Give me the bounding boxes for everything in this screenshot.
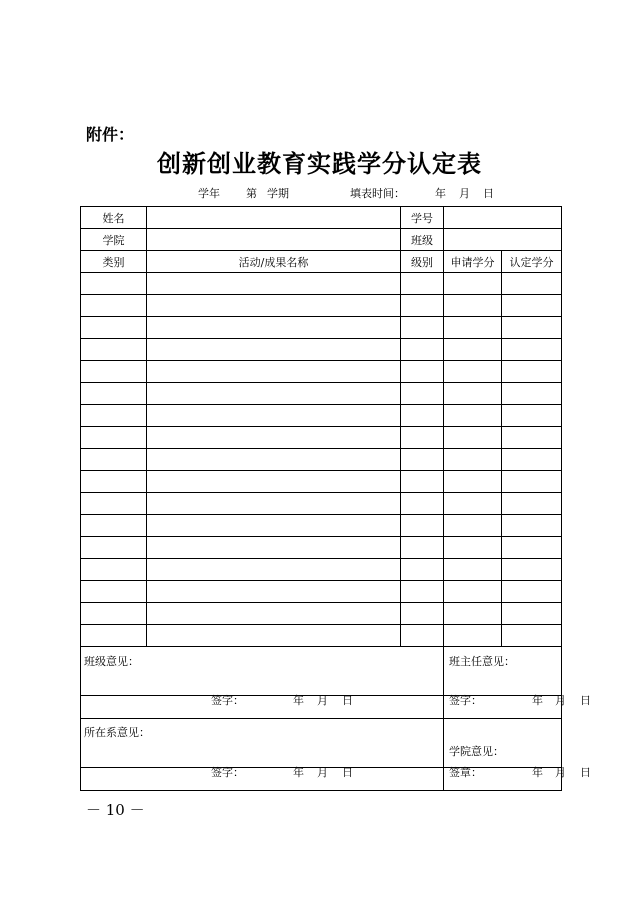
head-teacher-sign-nian: 年	[532, 694, 543, 707]
activity-cell[interactable]	[147, 295, 401, 317]
level-cell[interactable]	[401, 603, 444, 625]
activity-cell[interactable]	[147, 427, 401, 449]
head-teacher-sign-row	[444, 694, 591, 719]
col-header-category: 类别	[81, 251, 147, 273]
subline-di: 第	[246, 187, 257, 200]
approve-credit-cell[interactable]	[502, 493, 562, 515]
apply-credit-cell[interactable]	[444, 273, 502, 295]
head-teacher-sign-ri: 日	[580, 694, 591, 707]
level-cell[interactable]	[401, 625, 444, 647]
activity-cell[interactable]	[147, 339, 401, 361]
level-cell[interactable]	[401, 361, 444, 383]
category-cell[interactable]	[81, 493, 147, 515]
category-cell[interactable]	[81, 339, 147, 361]
activity-cell[interactable]	[147, 273, 401, 295]
activity-cell[interactable]	[147, 449, 401, 471]
col-header-approve: 认定学分	[502, 251, 562, 273]
entry-row	[81, 471, 562, 493]
approve-credit-cell[interactable]	[502, 471, 562, 493]
entry-rows	[81, 273, 562, 647]
entry-row	[81, 273, 562, 295]
col-header-apply: 申请学分	[444, 251, 502, 273]
approve-credit-cell[interactable]	[502, 317, 562, 339]
subline-fill-time: 填表时间：	[350, 187, 405, 200]
entry-row	[81, 449, 562, 471]
form-title: 创新创业教育实践学分认定表	[157, 149, 482, 178]
entry-row	[81, 361, 562, 383]
approve-credit-cell[interactable]	[502, 603, 562, 625]
approve-credit-cell[interactable]	[502, 427, 562, 449]
category-cell[interactable]	[81, 405, 147, 427]
activity-cell[interactable]	[147, 625, 401, 647]
apply-credit-cell[interactable]	[444, 383, 502, 405]
category-cell[interactable]	[81, 295, 147, 317]
category-cell[interactable]	[81, 581, 147, 603]
activity-cell[interactable]	[147, 559, 401, 581]
category-cell[interactable]	[81, 515, 147, 537]
category-cell[interactable]	[81, 383, 147, 405]
apply-credit-cell[interactable]	[444, 581, 502, 603]
category-cell[interactable]	[81, 471, 147, 493]
entry-row	[81, 383, 562, 405]
activity-cell[interactable]	[147, 471, 401, 493]
head-teacher-opinion-box[interactable]	[444, 647, 562, 696]
approve-credit-cell[interactable]	[502, 339, 562, 361]
class-opinion-label: 班级意见：	[84, 655, 139, 668]
class-sign-row	[81, 696, 444, 719]
approve-credit-cell[interactable]	[502, 515, 562, 537]
level-cell[interactable]	[401, 317, 444, 339]
dept-sign-ri: 日	[342, 766, 353, 779]
apply-credit-cell[interactable]	[444, 449, 502, 471]
apply-credit-cell[interactable]	[444, 295, 502, 317]
category-cell[interactable]	[81, 361, 147, 383]
level-cell[interactable]	[401, 471, 444, 493]
apply-credit-cell[interactable]	[444, 361, 502, 383]
apply-credit-cell[interactable]	[444, 603, 502, 625]
attachment-label: 附件：	[86, 125, 135, 144]
college-seal-row	[444, 766, 591, 791]
level-cell[interactable]	[401, 405, 444, 427]
activity-cell[interactable]	[147, 405, 401, 427]
apply-credit-cell[interactable]	[444, 317, 502, 339]
category-cell[interactable]	[81, 625, 147, 647]
dept-sign-label: 签字：	[211, 766, 244, 779]
class-sign-label: 签字：	[211, 694, 244, 707]
dept-opinion-box[interactable]	[81, 719, 444, 768]
apply-credit-cell[interactable]	[444, 427, 502, 449]
entry-row	[81, 603, 562, 625]
category-cell[interactable]	[81, 603, 147, 625]
label-name: 姓名	[81, 207, 147, 229]
apply-credit-cell[interactable]	[444, 625, 502, 647]
level-cell[interactable]	[401, 449, 444, 471]
apply-credit-cell[interactable]	[444, 515, 502, 537]
class-opinion-box[interactable]	[81, 647, 444, 696]
class-sign-ri: 日	[342, 694, 353, 707]
dept-opinion-label: 所在系意见：	[84, 726, 150, 739]
approve-credit-cell[interactable]	[502, 273, 562, 295]
apply-credit-cell[interactable]	[444, 537, 502, 559]
college-seal-ri: 日	[580, 766, 591, 779]
activity-cell[interactable]	[147, 383, 401, 405]
college-seal-nian: 年	[532, 766, 543, 779]
level-cell[interactable]	[401, 581, 444, 603]
entry-row	[81, 559, 562, 581]
class-field[interactable]	[444, 229, 562, 251]
subline-ri: 日	[483, 187, 494, 200]
subline-nian: 年	[435, 187, 446, 200]
category-cell[interactable]	[81, 317, 147, 339]
entry-row	[81, 339, 562, 361]
entry-row	[81, 405, 562, 427]
category-cell[interactable]	[81, 449, 147, 471]
level-cell[interactable]	[401, 537, 444, 559]
college-field[interactable]	[147, 229, 401, 251]
subline-xueqi: 学期	[267, 187, 289, 200]
activity-cell[interactable]	[147, 603, 401, 625]
category-cell[interactable]	[81, 427, 147, 449]
level-cell[interactable]	[401, 427, 444, 449]
level-cell[interactable]	[401, 295, 444, 317]
level-cell[interactable]	[401, 493, 444, 515]
approve-credit-cell[interactable]	[502, 625, 562, 647]
entry-row	[81, 317, 562, 339]
class-sign-yue: 月	[317, 694, 328, 707]
entry-row	[81, 515, 562, 537]
label-class: 班级	[401, 229, 444, 251]
apply-credit-cell[interactable]	[444, 471, 502, 493]
dept-sign-row	[81, 768, 444, 791]
head-teacher-opinion-label: 班主任意见：	[449, 655, 515, 668]
activity-cell[interactable]	[147, 537, 401, 559]
approve-credit-cell[interactable]	[502, 581, 562, 603]
student-id-field[interactable]	[444, 207, 562, 229]
apply-credit-cell[interactable]	[444, 405, 502, 427]
college-seal-yue: 月	[555, 766, 566, 779]
approve-credit-cell[interactable]	[502, 383, 562, 405]
label-student-id: 学号	[401, 207, 444, 229]
entry-row	[81, 493, 562, 515]
activity-cell[interactable]	[147, 317, 401, 339]
apply-credit-cell[interactable]	[444, 339, 502, 361]
activity-cell[interactable]	[147, 581, 401, 603]
category-cell[interactable]	[81, 273, 147, 295]
level-cell[interactable]	[401, 559, 444, 581]
subline-xuenian: 学年	[198, 187, 220, 200]
level-cell[interactable]	[401, 273, 444, 295]
level-cell[interactable]	[401, 339, 444, 361]
approve-credit-cell[interactable]	[502, 295, 562, 317]
approve-credit-cell[interactable]	[502, 537, 562, 559]
head-teacher-sign-label: 签字：	[449, 694, 482, 707]
approve-credit-cell[interactable]	[502, 361, 562, 383]
college-opinion-label: 学院意见：	[449, 745, 504, 758]
college-seal-label: 签章：	[449, 766, 482, 779]
entry-row	[81, 625, 562, 647]
approve-credit-cell[interactable]	[502, 559, 562, 581]
entry-row	[81, 581, 562, 603]
subline-yue: 月	[459, 187, 470, 200]
activity-cell[interactable]	[147, 493, 401, 515]
category-cell[interactable]	[81, 537, 147, 559]
apply-credit-cell[interactable]	[444, 559, 502, 581]
entry-row	[81, 537, 562, 559]
col-header-activity: 活动/成果名称	[147, 251, 401, 273]
entry-row	[81, 427, 562, 449]
page-number: － 10 －	[86, 801, 145, 819]
category-cell[interactable]	[81, 559, 147, 581]
apply-credit-cell[interactable]	[444, 493, 502, 515]
activity-cell[interactable]	[147, 361, 401, 383]
approve-credit-cell[interactable]	[502, 405, 562, 427]
college-opinion-box[interactable]	[444, 719, 562, 768]
dept-sign-yue: 月	[317, 766, 328, 779]
col-header-level: 级别	[401, 251, 444, 273]
class-sign-nian: 年	[293, 694, 304, 707]
entry-row	[81, 295, 562, 317]
label-college: 学院	[81, 229, 147, 251]
head-teacher-sign-yue: 月	[555, 694, 566, 707]
level-cell[interactable]	[401, 383, 444, 405]
approve-credit-cell[interactable]	[502, 449, 562, 471]
dept-sign-nian: 年	[293, 766, 304, 779]
credit-form-table	[80, 206, 591, 791]
activity-cell[interactable]	[147, 515, 401, 537]
name-field[interactable]	[147, 207, 401, 229]
level-cell[interactable]	[401, 515, 444, 537]
